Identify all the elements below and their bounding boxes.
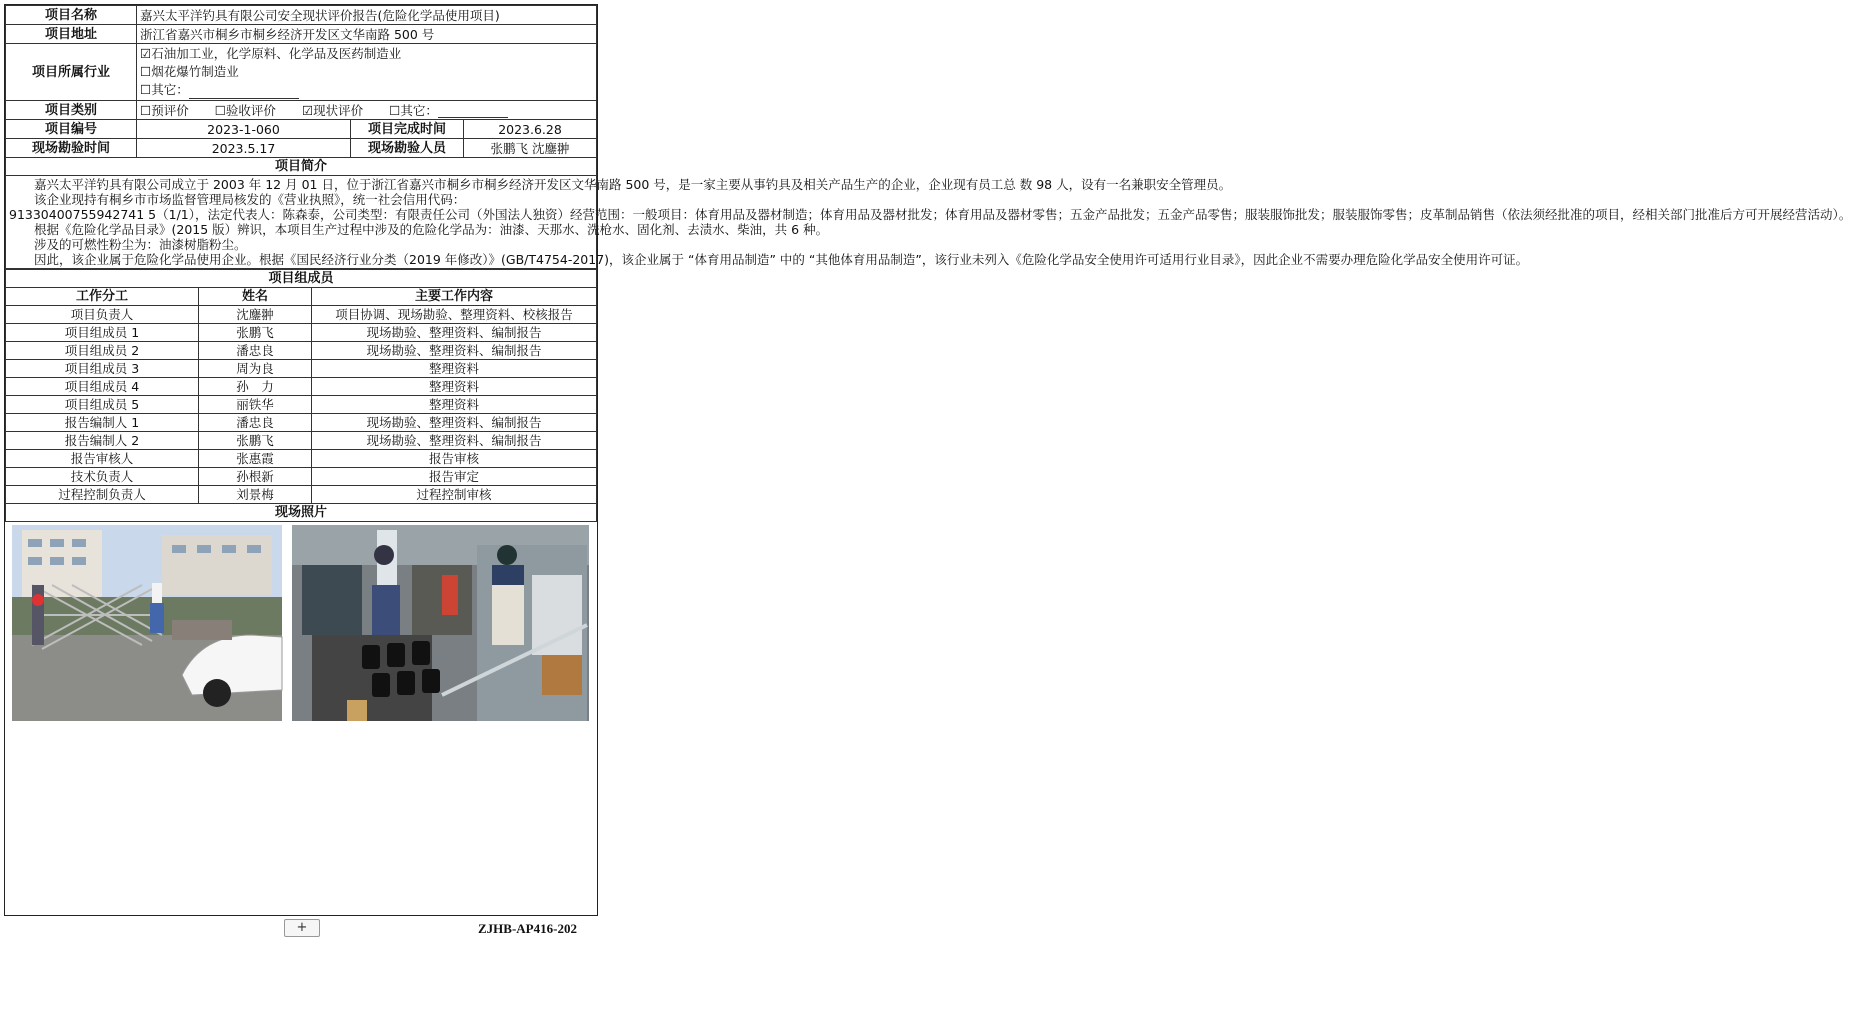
- team-member-name: 潘忠良: [199, 342, 312, 360]
- team-role: 报告编制人 1: [6, 414, 199, 432]
- team-role: 项目负责人: [6, 306, 199, 324]
- team-member-name: 张惠霞: [199, 450, 312, 468]
- team-row: [6, 324, 597, 342]
- team-header-name: 姓名: [199, 288, 312, 306]
- team-work: 过程控制审核: [312, 486, 597, 504]
- team-row: [6, 432, 597, 450]
- team-role: 技术负责人: [6, 468, 199, 486]
- intro-title: 项目简介: [6, 158, 597, 176]
- survey-people-value: 张鹏飞 沈鏖翀: [464, 139, 597, 158]
- survey-people-label: 现场勘验人员: [351, 139, 464, 158]
- team-role: 项目组成员 5: [6, 396, 199, 414]
- team-row: [6, 360, 597, 378]
- project-info-table: [5, 5, 1851, 269]
- finish-value: 2023.6.28: [464, 120, 597, 139]
- team-role: 项目组成员 1: [6, 324, 199, 342]
- team-member-name: 沈鏖翀: [199, 306, 312, 324]
- type-other-blank: [438, 105, 508, 118]
- type-option-current[interactable]: ☑现状评价: [301, 102, 364, 118]
- team-row: [6, 342, 597, 360]
- address-value: 浙江省嘉兴市桐乡市桐乡经济开发区文华南路 500 号: [137, 25, 597, 44]
- intro-paragraph: 嘉兴太平洋钓具有限公司成立于 2003 年 12 月 01 日，位于浙江省嘉兴市桐乡市桐乡经济开发区文华南路 500 号，是一家主要从事钓具及相关产品生产的企业，企业现有员工总 数 98 人，设有一名兼职安全管理员。: [34, 177, 1232, 192]
- team-work: 现场勘验、整理资料、编制报告: [312, 342, 597, 360]
- intro-paragraph: 91330400755942741 5（1/1），法定代表人：陈森泰，公司类型：有限责任公司（外国法人独资）经营范围：一般项目：体育用品及器材制造；体育用品及器材批发；体育用品及器材零售；五金产品批发；五金产品零售；服装服饰批发；服装服饰零售；皮革制品销售（依法须经批准的项目，经相关部门批准后方可开展经营活动）。: [9, 207, 1851, 222]
- expand-button[interactable]: +: [284, 919, 320, 937]
- team-work: 整理资料: [312, 378, 597, 396]
- team-table: [5, 269, 597, 522]
- type-option-other[interactable]: ☐其它：: [389, 102, 438, 118]
- site-photos: [5, 522, 597, 726]
- team-role: 报告编制人 2: [6, 432, 199, 450]
- site-photo-workshop: [292, 525, 589, 721]
- intro-paragraph: 涉及的可燃性粉尘为：油漆树脂粉尘。: [34, 237, 247, 252]
- type-option-pre[interactable]: ☐预评价: [140, 102, 189, 118]
- type-option-acceptance[interactable]: ☐验收评价: [214, 102, 276, 118]
- type-label: 项目类别: [6, 101, 137, 120]
- photos-title: 现场照片: [6, 504, 597, 522]
- team-row: [6, 306, 597, 324]
- team-member-name: 张鹏飞: [199, 324, 312, 342]
- team-work: 报告审核: [312, 450, 597, 468]
- number-value: 2023-1-060: [137, 120, 351, 139]
- address-label: 项目地址: [6, 25, 137, 44]
- team-role: 项目组成员 2: [6, 342, 199, 360]
- team-work: 整理资料: [312, 360, 597, 378]
- site-photo-gate: [12, 525, 282, 721]
- team-header-work: 主要工作内容: [312, 288, 597, 306]
- team-member-name: 丽铁华: [199, 396, 312, 414]
- industry-option-chemical[interactable]: ☑石油加工业，化学原料、化学品及医药制造业: [140, 46, 402, 61]
- document-code: ZJHB-AP416-202: [478, 921, 577, 936]
- evaluation-form: [4, 4, 1851, 916]
- team-row: [6, 486, 597, 504]
- team-work: 现场勘验、整理资料、编制报告: [312, 432, 597, 450]
- team-member-name: 孙 力: [199, 378, 312, 396]
- team-role: 项目组成员 3: [6, 360, 199, 378]
- team-work: 现场勘验、整理资料、编制报告: [312, 414, 597, 432]
- intro-paragraph: 根据《危险化学品目录》(2015 版）辨识，本项目生产过程中涉及的危险化学品为：油漆、天那水、洗枪水、固化剂、去渍水、柴油，共 6 种。: [34, 222, 829, 237]
- team-role: 报告审核人: [6, 450, 199, 468]
- team-row: [6, 468, 597, 486]
- team-member-name: 周为良: [199, 360, 312, 378]
- team-work: 现场勘验、整理资料、编制报告: [312, 324, 597, 342]
- industry-options: [137, 44, 597, 101]
- team-row: [6, 396, 597, 414]
- industry-option-other[interactable]: ☐其它：: [140, 82, 189, 97]
- finish-label: 项目完成时间: [351, 120, 464, 139]
- intro-body: [6, 176, 1851, 269]
- industry-option-fireworks[interactable]: ☐烟花爆竹制造业: [140, 64, 239, 79]
- team-header-role: 工作分工: [6, 288, 199, 306]
- team-role: 过程控制负责人: [6, 486, 199, 504]
- team-work: 整理资料: [312, 396, 597, 414]
- team-member-name: 孙根新: [199, 468, 312, 486]
- name-label: 项目名称: [6, 6, 137, 25]
- survey-time-value: 2023.5.17: [137, 139, 351, 158]
- type-options: [137, 101, 597, 120]
- intro-paragraph: 因此，该企业属于危险化学品使用企业。根据《国民经济行业分类（2019 年修改）》(GB/T4754-2017)，该企业属于 “体育用品制造” 中的 “其他体育用品制造”，该行业未列入《危险化学品安全使用许可适用行业目录》，因此企业不需要办理危险化学品安全使用许可证。: [34, 252, 1529, 267]
- team-row: [6, 378, 597, 396]
- team-work: 报告审定: [312, 468, 597, 486]
- industry-other-blank: [189, 86, 299, 99]
- intro-paragraph: 该企业现持有桐乡市市场监督管理局核发的《营业执照》，统一社会信用代码：: [34, 192, 466, 207]
- team-member-name: 潘忠良: [199, 414, 312, 432]
- number-label: 项目编号: [6, 120, 137, 139]
- team-work: 项目协调、现场勘验、整理资料、校核报告: [312, 306, 597, 324]
- team-role: 项目组成员 4: [6, 378, 199, 396]
- industry-label: 项目所属行业: [6, 44, 137, 101]
- team-title: 项目组成员: [6, 270, 597, 288]
- team-row: [6, 450, 597, 468]
- team-member-name: 张鹏飞: [199, 432, 312, 450]
- survey-time-label: 现场勘验时间: [6, 139, 137, 158]
- team-row: [6, 414, 597, 432]
- team-member-name: 刘景梅: [199, 486, 312, 504]
- name-value: 嘉兴太平洋钓具有限公司安全现状评价报告(危险化学品使用项目): [137, 6, 597, 25]
